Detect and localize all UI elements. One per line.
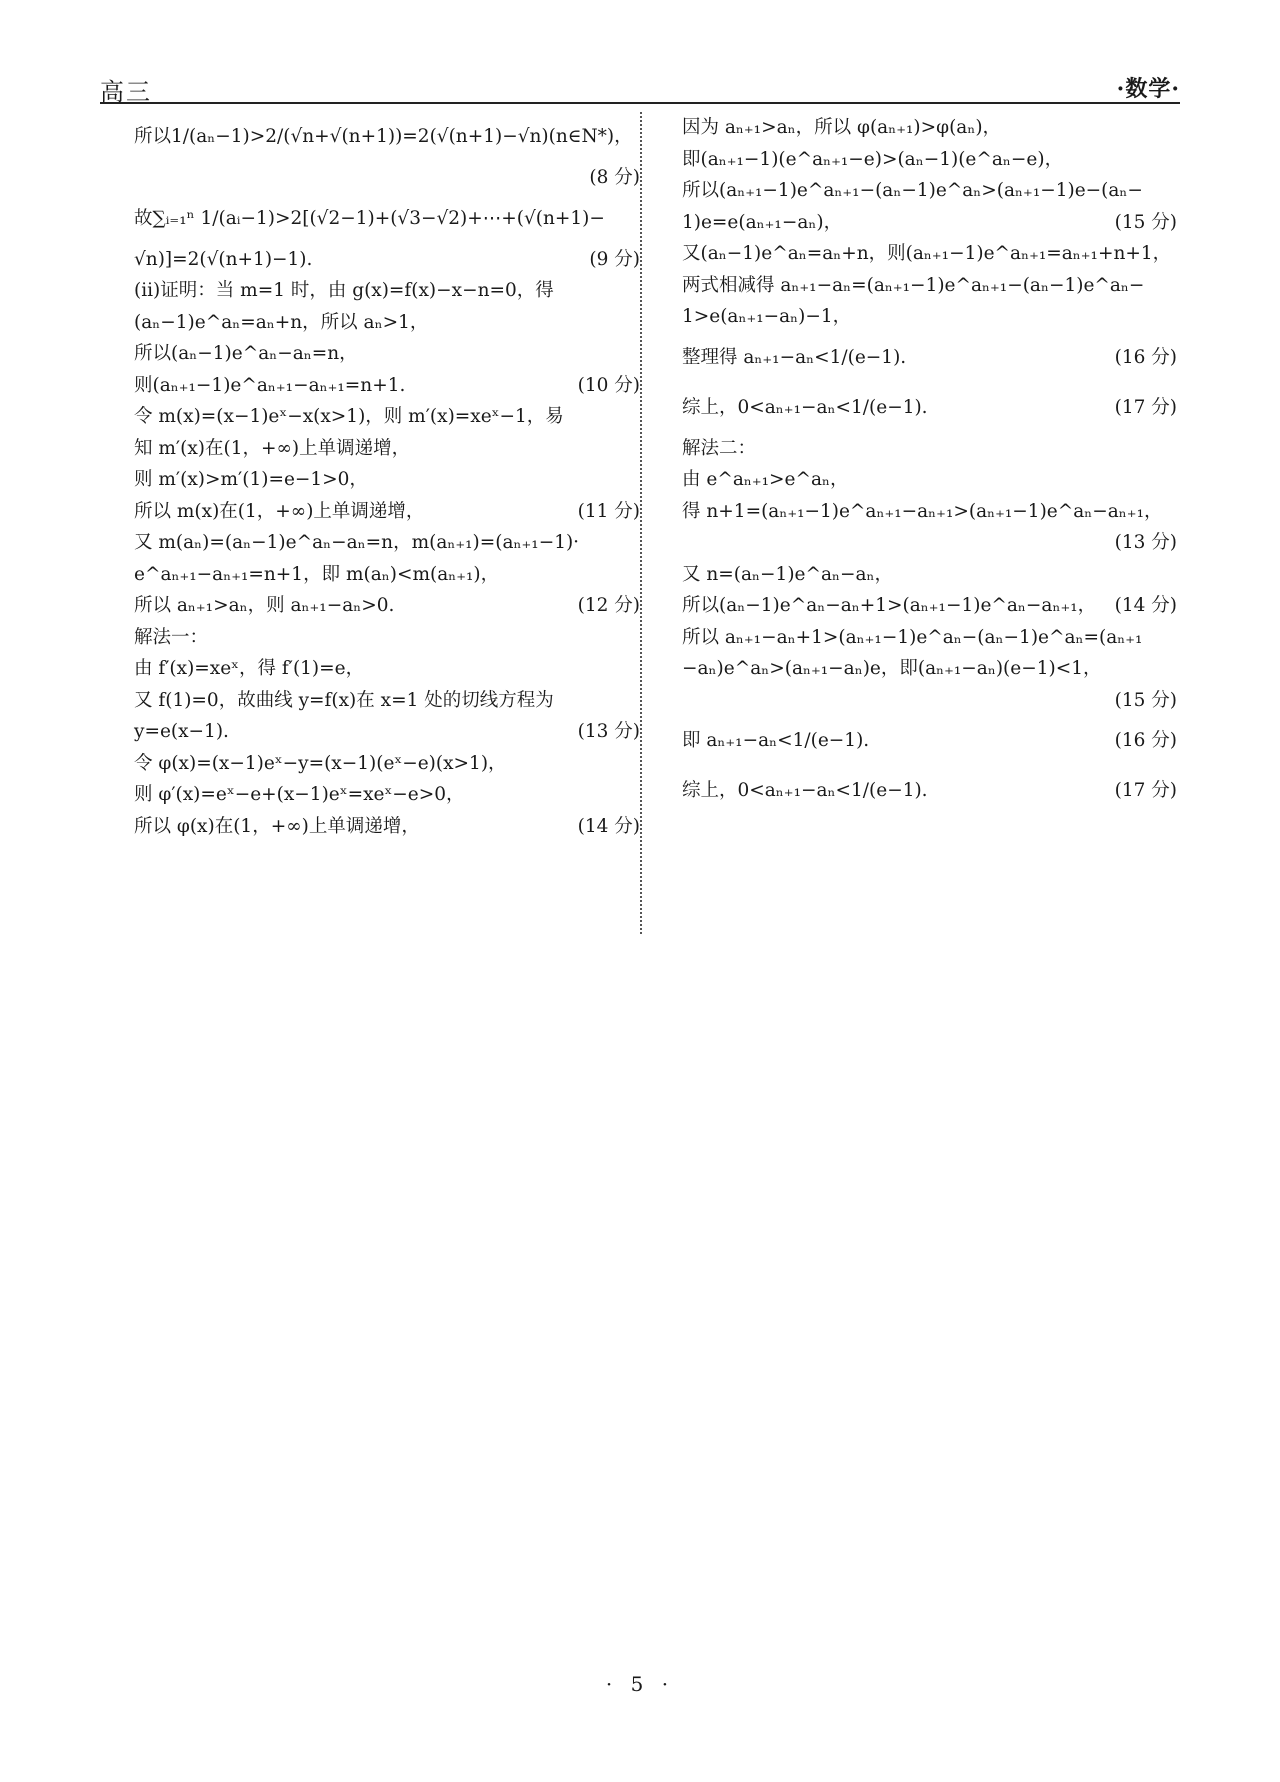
header-grade: 高三 bbox=[100, 78, 152, 106]
line-text: 整理得 aₙ₊₁−aₙ<1/(e−1). bbox=[682, 346, 907, 368]
solution-line bbox=[682, 144, 1177, 176]
solution-line bbox=[134, 194, 640, 244]
solution-line bbox=[134, 162, 640, 194]
line-text: 1)e=e(aₙ₊₁−aₙ)， bbox=[682, 211, 843, 233]
line-text: 两式相减得 aₙ₊₁−aₙ=(aₙ₊₁−1)e^aₙ₊₁−(aₙ−1)e^aₙ− bbox=[682, 274, 1145, 296]
solution-line bbox=[682, 766, 1177, 816]
solution-line bbox=[682, 496, 1177, 528]
solution-line bbox=[134, 401, 640, 433]
line-text: 又 n=(aₙ−1)e^aₙ−aₙ， bbox=[682, 563, 894, 585]
line-text: y=e(x−1). bbox=[134, 721, 229, 742]
line-text: 所以(aₙ−1)e^aₙ−aₙ=n， bbox=[134, 343, 358, 364]
page-number: · 5 · bbox=[605, 1672, 675, 1696]
score-mark: (17 分) bbox=[1114, 780, 1177, 801]
line-text: 所以1/(aₙ−1)>2/(√n+√(n+1))=2(√(n+1)−√n)(n∈N*)， bbox=[134, 126, 633, 147]
solution-line bbox=[134, 811, 640, 843]
score-mark: (16 分) bbox=[1114, 346, 1177, 368]
score-mark: (13 分) bbox=[1114, 532, 1177, 553]
solution-line bbox=[682, 464, 1177, 496]
line-text: 所以 aₙ₊₁>aₙ，则 aₙ₊₁−aₙ>0. bbox=[134, 595, 395, 616]
line-text: 解法一： bbox=[134, 626, 209, 648]
line-text: 所以 φ(x)在(1，+∞)上单调递增， bbox=[134, 815, 420, 837]
solution-line bbox=[134, 653, 640, 685]
solution-line bbox=[682, 301, 1177, 333]
solution-line bbox=[134, 590, 640, 622]
line-text: 解法二： bbox=[682, 437, 757, 459]
solution-line bbox=[134, 527, 640, 559]
solution-line bbox=[682, 527, 1177, 559]
solution-line bbox=[682, 622, 1177, 654]
line-text: 又 m(aₙ)=(aₙ−1)e^aₙ−aₙ=n，m(aₙ₊₁)=(aₙ₊₁−1)· bbox=[134, 532, 580, 553]
solution-line bbox=[134, 464, 640, 496]
score-mark: (14 分) bbox=[577, 815, 640, 837]
solution-line bbox=[682, 653, 1177, 685]
score-mark: (13 分) bbox=[577, 721, 640, 742]
solution-line bbox=[134, 496, 640, 528]
page-header bbox=[100, 72, 1180, 104]
line-text: 综上，0<aₙ₊₁−aₙ<1/(e−1). bbox=[682, 780, 928, 801]
line-text: 则 m′(x)>m′(1)=e−1>0， bbox=[134, 469, 368, 490]
line-text: e^aₙ₊₁−aₙ₊₁=n+1，即 m(aₙ)<m(aₙ₊₁)， bbox=[134, 563, 500, 585]
right-column bbox=[682, 112, 1177, 816]
line-text: (ii)证明：当 m=1 时，由 g(x)=f(x)−x−n=0，得 bbox=[134, 280, 554, 301]
line-text: (aₙ−1)e^aₙ=aₙ+n，所以 aₙ>1， bbox=[134, 311, 429, 333]
line-text: 因为 aₙ₊₁>aₙ，所以 φ(aₙ₊₁)>φ(aₙ)， bbox=[682, 117, 1002, 138]
line-text: 所以(aₙ₊₁−1)e^aₙ₊₁−(aₙ−1)e^aₙ>(aₙ₊₁−1)e−(aₙ− bbox=[682, 180, 1143, 201]
solution-line bbox=[134, 685, 640, 717]
score-mark: (15 分) bbox=[1114, 211, 1177, 233]
score-mark: (16 分) bbox=[1114, 730, 1177, 751]
line-text: 综上，0<aₙ₊₁−aₙ<1/(e−1). bbox=[682, 396, 928, 418]
score-mark: (17 分) bbox=[1114, 396, 1177, 418]
solution-line bbox=[134, 622, 640, 654]
solution-line bbox=[134, 779, 640, 811]
solution-line bbox=[682, 559, 1177, 591]
left-column bbox=[134, 112, 640, 842]
solution-line bbox=[682, 716, 1177, 766]
line-text: 则 φ′(x)=eˣ−e+(x−1)eˣ=xeˣ−e>0， bbox=[134, 784, 465, 805]
solution-line bbox=[682, 433, 1177, 465]
line-text: −aₙ)e^aₙ>(aₙ₊₁−aₙ)e，即(aₙ₊₁−aₙ)(e−1)<1， bbox=[682, 658, 1102, 679]
score-mark: (10 分) bbox=[577, 374, 640, 396]
line-text: 1>e(aₙ₊₁−aₙ)−1， bbox=[682, 306, 852, 327]
solution-line bbox=[682, 685, 1177, 717]
score-mark: (8 分) bbox=[589, 167, 640, 188]
solution-line bbox=[682, 238, 1177, 270]
line-text: 得 n+1=(aₙ₊₁−1)e^aₙ₊₁−aₙ₊₁>(aₙ₊₁−1)e^aₙ−aₙ₊₁， bbox=[682, 500, 1163, 522]
score-mark: (11 分) bbox=[577, 500, 640, 522]
column-divider bbox=[640, 112, 642, 934]
line-text: 故∑ᵢ₌₁ⁿ 1/(aᵢ−1)>2[(√2−1)+(√3−√2)+⋯+(√(n+1)− bbox=[134, 207, 605, 229]
line-text: 则(aₙ₊₁−1)e^aₙ₊₁−aₙ₊₁=n+1. bbox=[134, 374, 406, 396]
solution-line bbox=[134, 370, 640, 402]
score-mark: (14 分) bbox=[1114, 595, 1177, 616]
header-subject: ·数学· bbox=[1116, 76, 1180, 102]
line-text: 又 f(1)=0，故曲线 y=f(x)在 x=1 处的切线方程为 bbox=[134, 689, 554, 711]
solution-line bbox=[134, 748, 640, 780]
score-mark: (15 分) bbox=[1114, 689, 1177, 711]
solution-line bbox=[682, 112, 1177, 144]
line-text: 又(aₙ−1)e^aₙ=aₙ+n，则(aₙ₊₁−1)e^aₙ₊₁=aₙ₊₁+n+1， bbox=[682, 243, 1172, 264]
solution-line bbox=[682, 383, 1177, 433]
score-mark: (9 分) bbox=[589, 248, 640, 270]
line-text: 所以(aₙ−1)e^aₙ−aₙ+1>(aₙ₊₁−1)e^aₙ−aₙ₊₁， bbox=[682, 595, 1097, 616]
solution-line bbox=[682, 590, 1177, 622]
line-text: 知 m′(x)在(1，+∞)上单调递增， bbox=[134, 437, 411, 459]
solution-line bbox=[682, 175, 1177, 207]
solution-line bbox=[134, 112, 640, 162]
solution-line bbox=[134, 338, 640, 370]
score-mark: (12 分) bbox=[577, 595, 640, 616]
line-text: 所以 aₙ₊₁−aₙ+1>(aₙ₊₁−1)e^aₙ−(aₙ−1)e^aₙ=(aₙ₊₁ bbox=[682, 626, 1143, 648]
solution-line bbox=[682, 270, 1177, 302]
solution-line bbox=[134, 433, 640, 465]
solution-line bbox=[682, 333, 1177, 383]
solution-line bbox=[134, 275, 640, 307]
line-text: 即 aₙ₊₁−aₙ<1/(e−1). bbox=[682, 730, 870, 751]
solution-line bbox=[134, 559, 640, 591]
line-text: 令 m(x)=(x−1)eˣ−x(x>1)，则 m′(x)=xeˣ−1，易 bbox=[134, 406, 564, 427]
solution-line bbox=[134, 716, 640, 748]
line-text: 由 f′(x)=xeˣ，得 f′(1)=e， bbox=[134, 658, 365, 679]
line-text: 令 φ(x)=(x−1)eˣ−y=(x−1)(eˣ−e)(x>1)， bbox=[134, 752, 507, 774]
line-text: √n)]=2(√(n+1)−1). bbox=[134, 248, 313, 270]
line-text: 所以 m(x)在(1，+∞)上单调递增， bbox=[134, 500, 425, 522]
line-text: 即(aₙ₊₁−1)(e^aₙ₊₁−e)>(aₙ−1)(e^aₙ−e)， bbox=[682, 148, 1064, 170]
solution-line bbox=[134, 307, 640, 339]
line-text: 由 e^aₙ₊₁>e^aₙ， bbox=[682, 469, 849, 490]
solution-line bbox=[134, 244, 640, 276]
solution-line bbox=[682, 207, 1177, 239]
